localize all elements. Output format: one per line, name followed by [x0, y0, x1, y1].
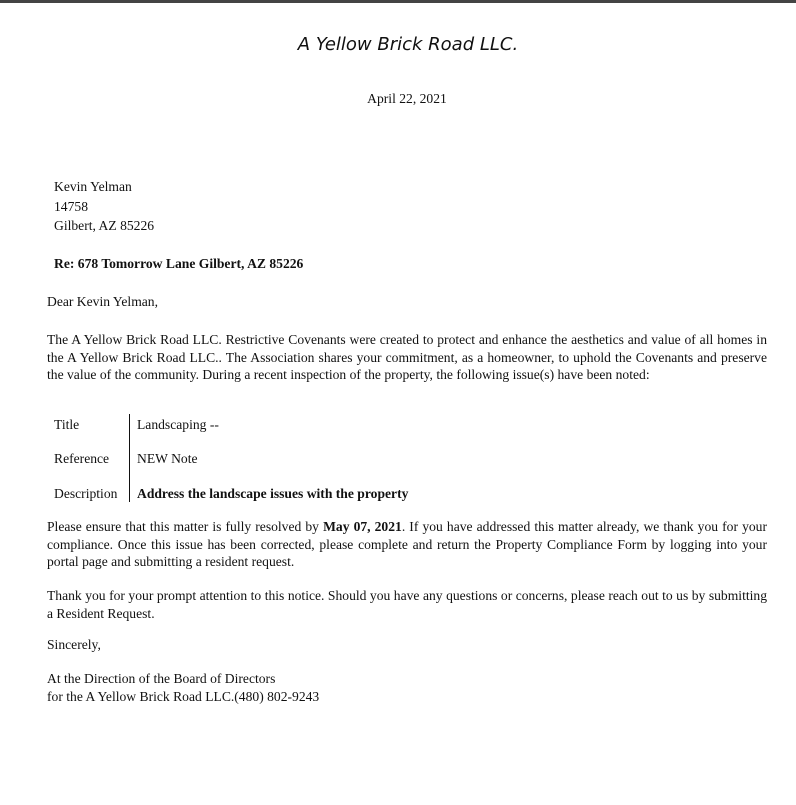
- issue-description-label: Description: [54, 486, 118, 501]
- resolution-text-after: . If you have addressed this matter already, we thank you for your compliance. Once this issue has been corrected, please complete and return the Property Compliance Form by logging into your portal page and submitting a resident request.: [47, 519, 767, 569]
- issue-title-label: Title: [54, 417, 80, 432]
- intro-paragraph: The A Yellow Brick Road LLC. Restrictive Covenants were created to protect and enhance the aesthetics and value of all homes in the A Yellow Brick Road LLC.. The Association shares your commitment, as a homeowner, to uphold the Covenants and preserve the value of the community. During a recent inspection of the property, the following issue(s) have been noted:: [47, 332, 767, 382]
- re-line: Re: 678 Tomorrow Lane Gilbert, AZ 85226: [54, 256, 304, 271]
- recipient-address: [54, 177, 154, 236]
- issue-description-value: Address the landscape issues with the property: [137, 486, 409, 501]
- thanks-paragraph: Thank you for your prompt attention to this notice. Should you have any questions or concerns, please reach out to us by submitting a Resident Request.: [47, 588, 767, 621]
- issue-reference-label: Reference: [54, 451, 110, 466]
- recipient-line2: 14758: [54, 198, 88, 214]
- recipient-city: Gilbert, AZ 85226: [54, 218, 155, 233]
- letter-date: April 22, 2021: [367, 91, 447, 106]
- signature-line2: for the A Yellow Brick Road LLC.(480) 802-9243: [47, 689, 320, 704]
- due-date: May 07, 2021: [323, 519, 402, 534]
- resolution-paragraph: [47, 518, 767, 571]
- recipient-name: Kevin Yelman: [54, 179, 132, 194]
- issue-divider: [129, 414, 130, 502]
- top-border: [0, 0, 796, 3]
- issue-title-value: Landscaping --: [137, 417, 219, 432]
- signature-line1: At the Direction of the Board of Directors: [47, 671, 276, 686]
- resolution-text-before: Please ensure that this matter is fully resolved by: [47, 519, 324, 534]
- greeting: Dear Kevin Yelman,: [47, 294, 158, 309]
- closing: Sincerely,: [47, 637, 101, 652]
- issue-details: [54, 412, 554, 504]
- signature-block: [47, 670, 319, 706]
- letterhead-title: A Yellow Brick Road LLC.: [297, 34, 519, 55]
- issue-reference-value: NEW Note: [137, 451, 198, 466]
